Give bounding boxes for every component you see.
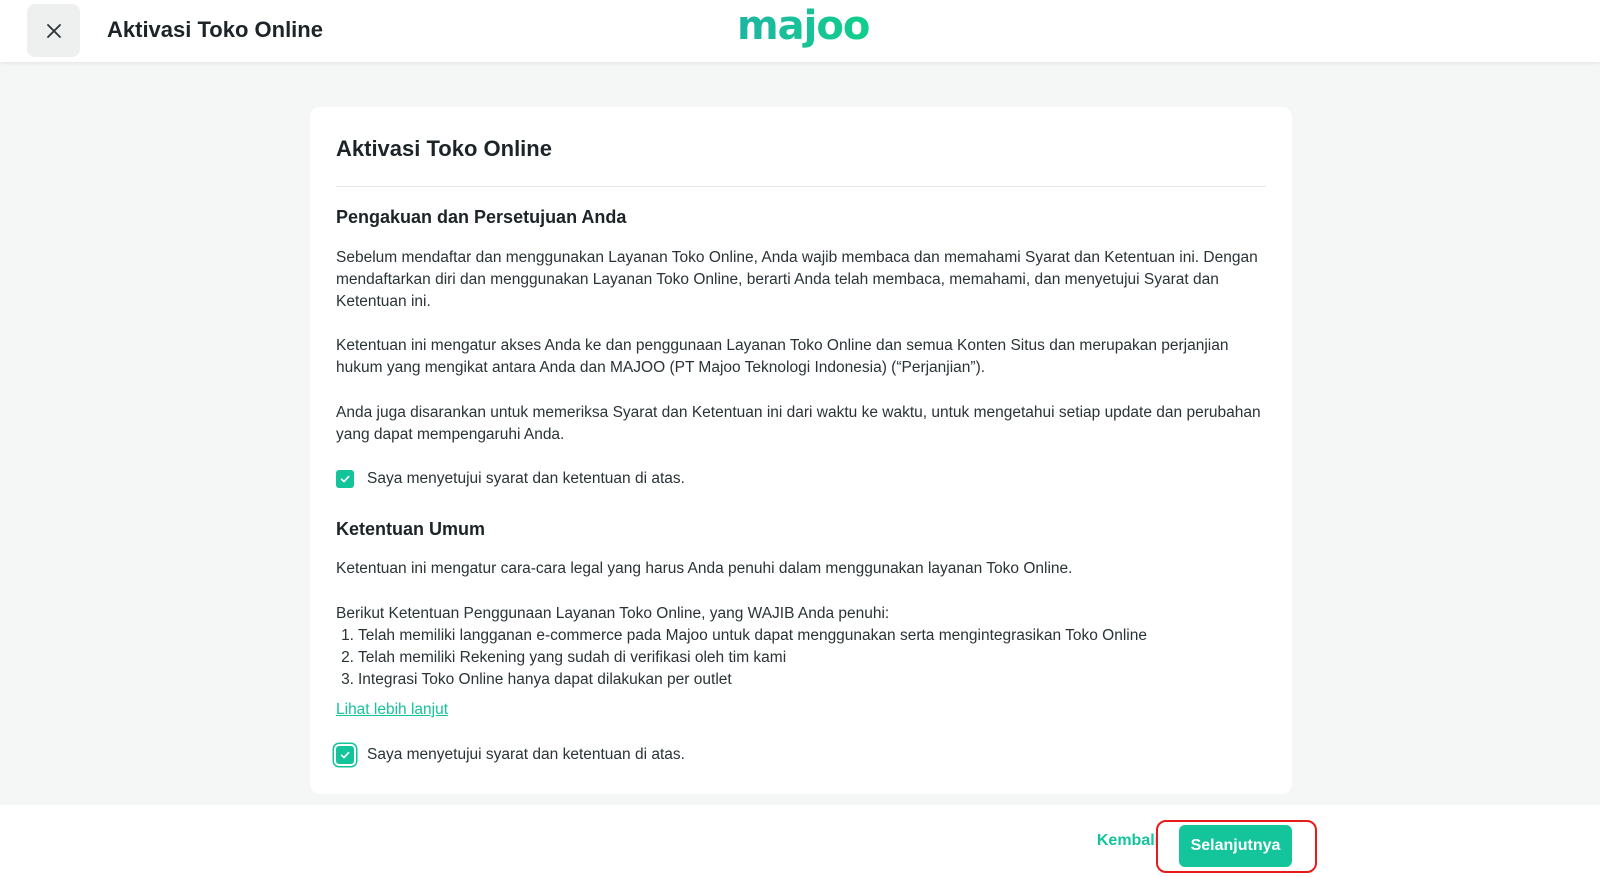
- card-title: Aktivasi Toko Online: [336, 136, 552, 161]
- close-button[interactable]: [27, 4, 80, 57]
- paragraph: Sebelum mendaftar dan menggunakan Layanan Toko Online, Anda wajib membaca dan memahami Syarat dan Ketentuan ini. Dengan mendaftarkan diri dan menggunakan Layanan Toko Online, berarti Anda telah membaca, memahami, dan menyetujui Syarat dan Ketentuan ini.: [336, 249, 1258, 310]
- paragraph: Ketentuan ini mengatur akses Anda ke dan penggunaan Layanan Toko Online dan semua Konten Situs dan merupakan perjanjian hukum yang mengikat antara Anda dan MAJOO (PT Majoo Teknologi Indonesia) (“Perjanjian”).: [336, 337, 1229, 376]
- list-item: 3. Integrasi Toko Online hanya dapat dilakukan per outlet: [341, 671, 732, 688]
- checkbox-label: Saya menyetujui syarat dan ketentuan di atas.: [367, 470, 685, 487]
- svg-text:majoo: majoo: [737, 6, 869, 49]
- check-icon: [339, 473, 351, 485]
- majoo-logo: [735, 6, 869, 52]
- top-bar: [0, 0, 1600, 62]
- section-title-general-terms: Ketentuan Umum: [336, 519, 486, 539]
- see-more-link[interactable]: Lihat lebih lanjut: [336, 701, 449, 718]
- page-title: Aktivasi Toko Online: [107, 17, 323, 42]
- footer-bar: [0, 805, 1600, 877]
- agree-checkbox-2[interactable]: [336, 744, 685, 766]
- list-item: 1. Telah memiliki langganan e-commerce pada Majoo untuk dapat menggunakan serta mengintegrasikan Toko Online: [341, 627, 1147, 644]
- checkbox-label: Saya menyetujui syarat dan ketentuan di atas.: [367, 746, 685, 763]
- checkbox-checked[interactable]: [336, 470, 354, 488]
- list-intro: Berikut Ketentuan Penggunaan Layanan Toko Online, yang WAJIB Anda penuhi:: [336, 605, 890, 622]
- next-button[interactable]: Selanjutnya: [1179, 825, 1292, 867]
- close-icon: [46, 23, 62, 39]
- paragraph: Anda juga disarankan untuk memeriksa Syarat dan Ketentuan ini dari waktu ke waktu, untuk mengetahui setiap update dan perubahan yang dapat mempengaruhi Anda.: [336, 404, 1261, 443]
- check-icon: [339, 749, 351, 761]
- section-title-acknowledgement: Pengakuan dan Persetujuan Anda: [336, 207, 627, 227]
- paragraph: Ketentuan ini mengatur cara-cara legal yang harus Anda penuhi dalam menggunakan layanan Toko Online.: [336, 560, 1073, 577]
- terms-list: [336, 625, 1271, 691]
- checkbox-checked[interactable]: [336, 746, 354, 764]
- terms-card: [310, 107, 1292, 794]
- agree-checkbox-1[interactable]: [336, 468, 685, 490]
- list-item: 2. Telah memiliki Rekening yang sudah di verifikasi oleh tim kami: [341, 649, 787, 666]
- divider: [336, 186, 1266, 187]
- back-button[interactable]: Kembali: [1096, 832, 1160, 849]
